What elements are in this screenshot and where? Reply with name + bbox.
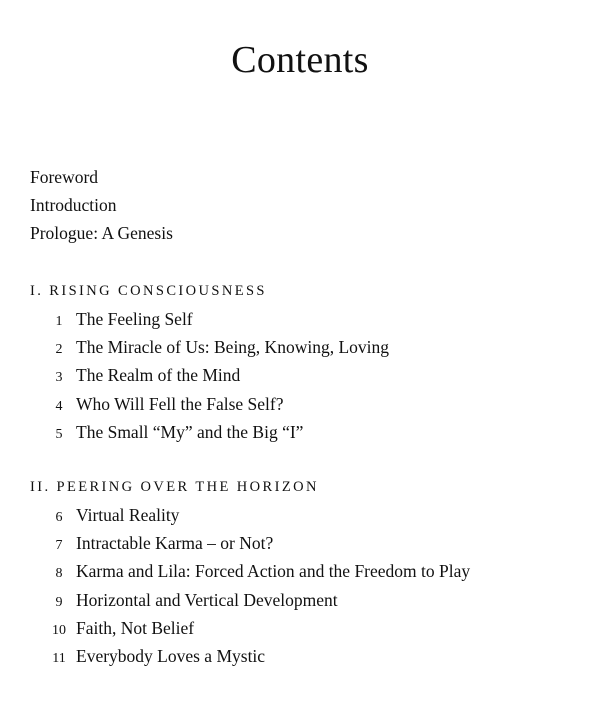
chapter-entry-4[interactable] — [30, 390, 389, 418]
part-1-heading: I. RISING CONSCIOUSNESS — [30, 283, 267, 299]
chapter-title: Who Will Fell the False Self? — [76, 393, 284, 414]
chapter-entry-7[interactable] — [30, 529, 470, 557]
chapter-entry-6[interactable] — [30, 501, 470, 529]
chapter-number: 3 — [55, 370, 63, 386]
chapter-title: Virtual Reality — [76, 505, 180, 525]
chapter-entry-9[interactable] — [30, 586, 470, 614]
chapter-title: Faith, Not Belief — [76, 617, 195, 638]
chapter-title: The Small “My” and the Big “I” — [76, 421, 304, 442]
chapter-entry-10[interactable] — [30, 614, 470, 642]
part-2-section — [30, 474, 470, 670]
chapter-title: The Realm of the Mind — [76, 365, 241, 386]
front-matter-item-introduction[interactable]: Introduction — [30, 195, 117, 215]
chapter-title: Karma and Lila: Forced Action and the Freedom to Play — [76, 561, 471, 582]
chapter-entry-2[interactable] — [30, 333, 389, 361]
chapter-entry-3[interactable] — [30, 361, 389, 389]
chapter-title: Horizontal and Vertical Development — [76, 589, 338, 610]
front-matter-item-foreword[interactable]: Foreword — [30, 167, 99, 187]
chapter-number: 5 — [55, 426, 63, 442]
part-1-section — [30, 278, 389, 446]
chapter-number: 8 — [55, 566, 63, 582]
chapter-title: The Feeling Self — [76, 309, 193, 329]
front-matter-list — [30, 163, 173, 247]
chapter-entry-8[interactable] — [30, 557, 470, 585]
chapter-entry-1[interactable] — [30, 305, 389, 333]
chapter-title: Intractable Karma – or Not? — [76, 533, 274, 554]
chapter-entry-11[interactable] — [30, 642, 470, 670]
chapter-number: 2 — [55, 342, 63, 358]
chapter-number: 6 — [55, 510, 63, 525]
chapter-number: 4 — [55, 398, 63, 414]
front-matter-item-prologue[interactable]: Prologue: A Genesis — [30, 223, 173, 243]
chapter-number: 1 — [55, 314, 63, 329]
chapter-title: Everybody Loves a Mystic — [76, 645, 266, 666]
chapter-number: 11 — [52, 650, 66, 666]
chapter-title: The Miracle of Us: Being, Knowing, Loving — [76, 337, 390, 358]
chapter-number: 7 — [55, 538, 63, 554]
chapter-entry-5[interactable] — [30, 418, 389, 446]
chapter-number: 10 — [52, 622, 66, 638]
page-title: Contents — [231, 39, 369, 81]
part-2-heading: II. PEERING OVER THE HORIZON — [30, 479, 319, 495]
chapter-number: 9 — [55, 594, 63, 610]
